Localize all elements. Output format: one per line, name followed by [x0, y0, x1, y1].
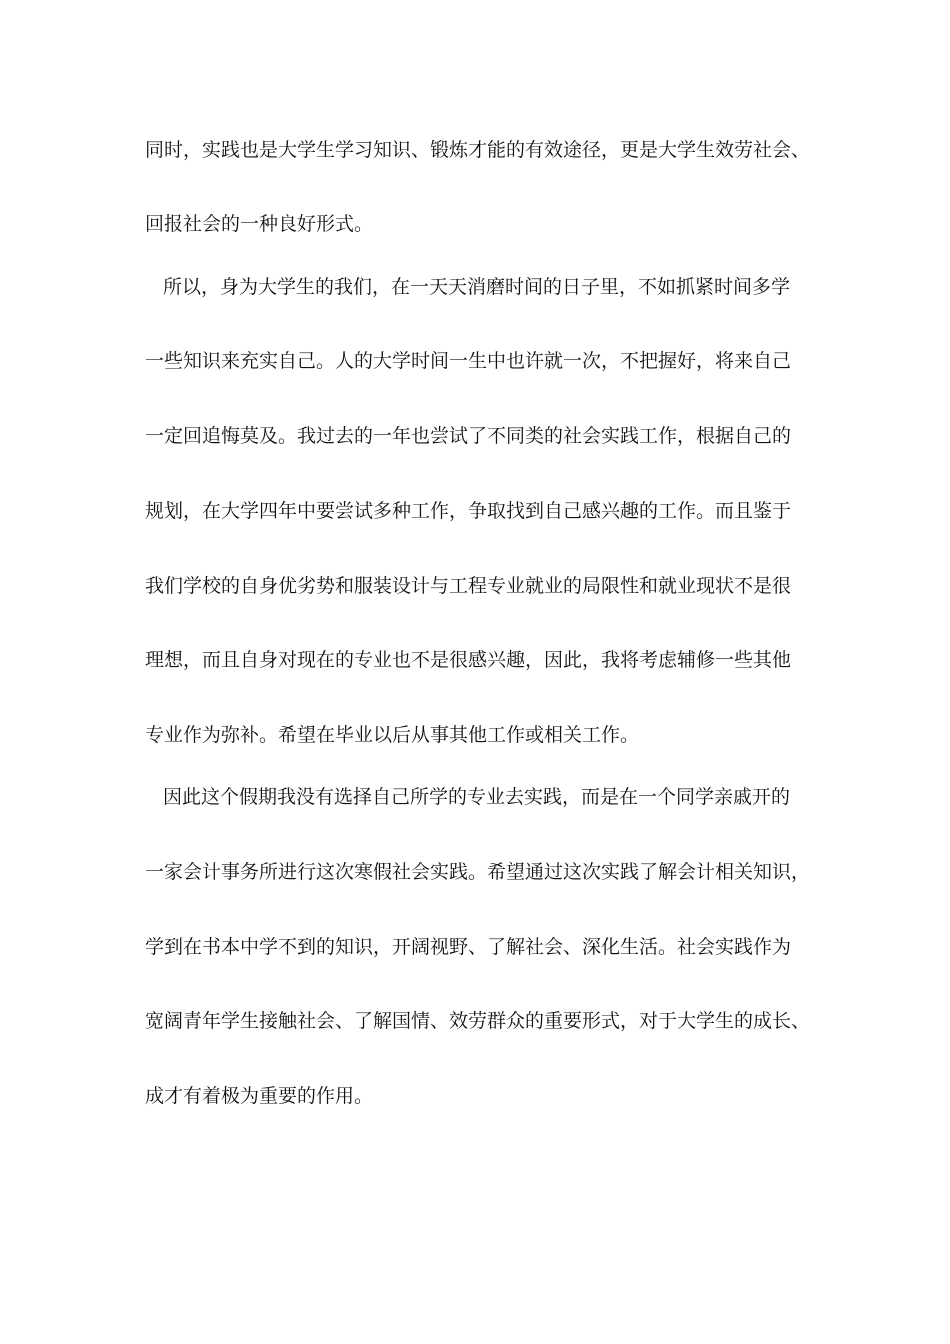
- paragraph-start-line: 所以，身为大学生的我们，在一天天消磨时间的日子里，不如抓紧时间多学: [163, 276, 791, 298]
- text-line: 一定回追悔莫及。我过去的一年也尝试了不同类的社会实践工作，根据自己的: [145, 425, 792, 447]
- paragraph-start-line: 因此这个假期我没有选择自己所学的专业去实践，而是在一个同学亲戚开的: [163, 786, 791, 808]
- text-line: 成才有着极为重要的作用。: [145, 1085, 374, 1107]
- text-line: 一家会计事务所进行这次寒假社会实践。希望通过这次实践了解会计相关知识，: [145, 861, 811, 883]
- text-line: 一些知识来充实自己。人的大学时间一生中也许就一次，不把握好，将来自己: [145, 350, 792, 372]
- text-line: 我们学校的自身优劣势和服装设计与工程专业就业的局限性和就业现状不是很: [145, 575, 792, 597]
- text-line: 学到在书本中学不到的知识，开阔视野、了解社会、深化生活。社会实践作为: [145, 936, 792, 958]
- text-line: 规划，在大学四年中要尝试多种工作，争取找到自己感兴趣的工作。而且鉴于: [145, 500, 792, 522]
- text-line: 回报社会的一种良好形式。: [145, 213, 374, 235]
- text-line: 专业作为弥补。希望在毕业以后从事其他工作或相关工作。: [145, 724, 640, 746]
- text-line: 理想，而且自身对现在的专业也不是很感兴趣，因此，我将考虑辅修一些其他: [145, 649, 792, 671]
- text-line: 宽阔青年学生接触社会、了解国情、效劳群众的重要形式，对于大学生的成长、: [145, 1010, 811, 1032]
- text-line: 同时，实践也是大学生学习知识、锻炼才能的有效途径，更是大学生效劳社会、: [145, 139, 811, 161]
